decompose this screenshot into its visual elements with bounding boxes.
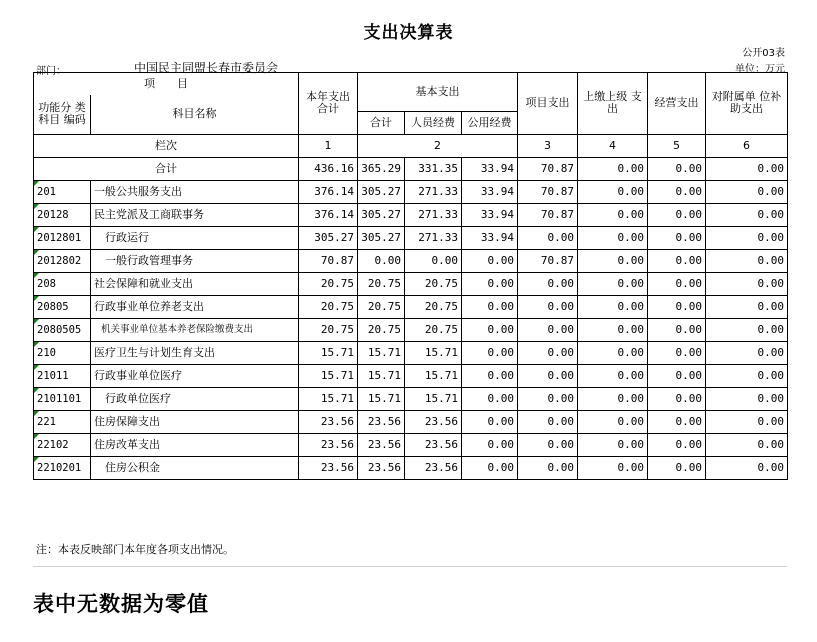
table-row <box>34 203 788 226</box>
table-row <box>34 364 788 387</box>
row-value: 0.00 <box>648 341 706 364</box>
row-value: 0.00 <box>578 318 648 341</box>
row-value: 20.75 <box>299 272 358 295</box>
row-value: 23.56 <box>299 410 358 433</box>
row-code: 20805 <box>34 295 91 318</box>
row-value: 23.56 <box>358 410 405 433</box>
row-value: 0.00 <box>358 249 405 272</box>
row-value: 0.00 <box>648 456 706 479</box>
row-value: 0.00 <box>518 272 578 295</box>
unit-label: 单位：万元 <box>735 64 785 75</box>
row-value: 15.71 <box>299 387 358 410</box>
row-value: 0.00 <box>648 203 706 226</box>
header-item: 项 目 <box>34 73 299 96</box>
header-basic-total: 合计 <box>358 111 405 134</box>
row-value: 271.33 <box>405 203 462 226</box>
row-name: 行政事业单位医疗 <box>91 364 299 387</box>
row-value: 0.00 <box>706 341 788 364</box>
row-value: 20.75 <box>299 318 358 341</box>
row-code: 2012802 <box>34 249 91 272</box>
row-value: 0.00 <box>648 180 706 203</box>
row-value: 0.00 <box>578 410 648 433</box>
table-row <box>34 226 788 249</box>
row-name: 社会保障和就业支出 <box>91 272 299 295</box>
row-code: 2101101 <box>34 387 91 410</box>
row-value: 0.00 <box>578 341 648 364</box>
header-operating: 经营支出 <box>648 73 706 135</box>
table-row <box>34 341 788 364</box>
row-value: 0.00 <box>648 226 706 249</box>
row-value: 15.71 <box>358 364 405 387</box>
col-num-5: 5 <box>648 134 706 157</box>
total-value: 70.87 <box>518 157 578 180</box>
row-value: 0.00 <box>518 295 578 318</box>
row-value: 0.00 <box>405 249 462 272</box>
row-value: 0.00 <box>462 387 518 410</box>
row-value: 0.00 <box>706 272 788 295</box>
row-code: 2080505 <box>34 318 91 341</box>
table-row <box>34 456 788 479</box>
table-row <box>34 249 788 272</box>
row-value: 15.71 <box>358 387 405 410</box>
row-code: 20128 <box>34 203 91 226</box>
row-value: 0.00 <box>462 341 518 364</box>
row-value: 0.00 <box>648 410 706 433</box>
row-value: 33.94 <box>462 226 518 249</box>
row-value: 33.94 <box>462 203 518 226</box>
row-value: 0.00 <box>518 318 578 341</box>
row-value: 0.00 <box>518 364 578 387</box>
row-value: 0.00 <box>578 433 648 456</box>
row-value: 0.00 <box>706 364 788 387</box>
total-value: 0.00 <box>578 157 648 180</box>
total-value: 33.94 <box>462 157 518 180</box>
row-value: 0.00 <box>462 456 518 479</box>
row-name: 一般行政管理事务 <box>91 249 299 272</box>
total-value: 0.00 <box>706 157 788 180</box>
row-code: 210 <box>34 341 91 364</box>
row-value: 23.56 <box>358 456 405 479</box>
total-row <box>34 157 788 180</box>
row-value: 70.87 <box>518 249 578 272</box>
row-value: 0.00 <box>518 433 578 456</box>
row-value: 0.00 <box>462 433 518 456</box>
row-value: 376.14 <box>299 180 358 203</box>
row-value: 0.00 <box>462 410 518 433</box>
row-value: 70.87 <box>518 180 578 203</box>
row-value: 0.00 <box>706 203 788 226</box>
row-value: 305.27 <box>358 203 405 226</box>
row-value: 0.00 <box>578 226 648 249</box>
row-name: 住房公积金 <box>91 456 299 479</box>
table-row <box>34 318 788 341</box>
header-subsidy: 对附属单 位补助支出 <box>706 73 788 135</box>
row-value: 23.56 <box>405 433 462 456</box>
row-name: 一般公共服务支出 <box>91 180 299 203</box>
row-value: 0.00 <box>706 295 788 318</box>
row-value: 15.71 <box>299 364 358 387</box>
col-num-1: 1 <box>299 134 358 157</box>
row-value: 0.00 <box>578 249 648 272</box>
row-value: 305.27 <box>358 226 405 249</box>
total-value: 0.00 <box>648 157 706 180</box>
total-value: 436.16 <box>299 157 358 180</box>
row-value: 0.00 <box>462 249 518 272</box>
table-row <box>34 410 788 433</box>
col-num-2: 2 <box>358 134 518 157</box>
row-value: 0.00 <box>648 249 706 272</box>
row-value: 20.75 <box>358 272 405 295</box>
row-value: 0.00 <box>648 295 706 318</box>
row-value: 0.00 <box>462 295 518 318</box>
row-name: 住房改革支出 <box>91 433 299 456</box>
row-code: 221 <box>34 410 91 433</box>
row-value: 23.56 <box>299 433 358 456</box>
row-name: 机关事业单位基本养老保险缴费支出 <box>91 318 299 341</box>
row-name: 民主党派及工商联事务 <box>91 203 299 226</box>
table-row <box>34 295 788 318</box>
header-lanci: 栏次 <box>34 134 299 157</box>
row-value: 0.00 <box>706 249 788 272</box>
header-basic-public: 公用经费 <box>462 111 518 134</box>
row-value: 70.87 <box>518 203 578 226</box>
row-value: 23.56 <box>358 433 405 456</box>
header-basic-personnel: 人员经费 <box>405 111 462 134</box>
row-value: 70.87 <box>299 249 358 272</box>
expenditure-table <box>33 72 788 480</box>
row-value: 33.94 <box>462 180 518 203</box>
table-row <box>34 433 788 456</box>
row-value: 271.33 <box>405 226 462 249</box>
zero-value-caption: 表中无数据为零值 <box>33 592 209 616</box>
row-value: 15.71 <box>299 341 358 364</box>
row-value: 20.75 <box>358 318 405 341</box>
row-value: 15.71 <box>358 341 405 364</box>
report-title: 支出决算表 <box>363 23 454 43</box>
row-name: 行政运行 <box>91 226 299 249</box>
row-value: 271.33 <box>405 180 462 203</box>
row-value: 15.71 <box>405 387 462 410</box>
row-value: 0.00 <box>518 387 578 410</box>
row-name: 行政事业单位养老支出 <box>91 295 299 318</box>
row-value: 0.00 <box>462 272 518 295</box>
col-num-3: 3 <box>518 134 578 157</box>
row-value: 0.00 <box>518 410 578 433</box>
row-value: 305.27 <box>358 180 405 203</box>
total-value: 331.35 <box>405 157 462 180</box>
row-value: 0.00 <box>648 387 706 410</box>
row-value: 0.00 <box>706 410 788 433</box>
row-value: 0.00 <box>518 226 578 249</box>
total-label: 合计 <box>34 157 299 180</box>
row-value: 0.00 <box>578 272 648 295</box>
row-value: 20.75 <box>405 272 462 295</box>
row-code: 208 <box>34 272 91 295</box>
row-value: 0.00 <box>578 387 648 410</box>
row-value: 0.00 <box>706 456 788 479</box>
row-value: 0.00 <box>518 456 578 479</box>
row-value: 0.00 <box>578 180 648 203</box>
row-value: 0.00 <box>518 341 578 364</box>
row-value: 20.75 <box>358 295 405 318</box>
row-value: 0.00 <box>648 272 706 295</box>
row-code: 2210201 <box>34 456 91 479</box>
table-row <box>34 272 788 295</box>
row-name: 行政单位医疗 <box>91 387 299 410</box>
row-value: 0.00 <box>706 387 788 410</box>
col-num-4: 4 <box>578 134 648 157</box>
row-value: 23.56 <box>405 410 462 433</box>
row-code: 21011 <box>34 364 91 387</box>
header-upper: 上缴上级 支出 <box>578 73 648 135</box>
row-code: 201 <box>34 180 91 203</box>
department-label: 部门： <box>36 66 66 77</box>
row-value: 20.75 <box>299 295 358 318</box>
row-value: 0.00 <box>578 364 648 387</box>
row-code: 2012801 <box>34 226 91 249</box>
header-subject-name: 科目名称 <box>91 95 299 134</box>
header-func-code: 功能分 类科目 编码 <box>34 95 91 134</box>
header-total: 本年支出 合计 <box>299 73 358 135</box>
col-num-6: 6 <box>706 134 788 157</box>
row-value: 0.00 <box>648 433 706 456</box>
table-row <box>34 180 788 203</box>
row-name: 医疗卫生与计划生育支出 <box>91 341 299 364</box>
row-name: 住房保障支出 <box>91 410 299 433</box>
table-row <box>34 387 788 410</box>
row-value: 0.00 <box>648 364 706 387</box>
header-basic: 基本支出 <box>358 73 518 112</box>
total-value: 365.29 <box>358 157 405 180</box>
row-value: 0.00 <box>578 203 648 226</box>
department-name: 中国民主同盟长春市委员会 <box>134 61 279 75</box>
row-value: 20.75 <box>405 318 462 341</box>
row-value: 305.27 <box>299 226 358 249</box>
row-value: 20.75 <box>405 295 462 318</box>
form-code: 公开03表 <box>742 48 785 59</box>
row-value: 0.00 <box>706 180 788 203</box>
row-value: 0.00 <box>578 295 648 318</box>
row-value: 23.56 <box>405 456 462 479</box>
row-value: 15.71 <box>405 341 462 364</box>
row-value: 376.14 <box>299 203 358 226</box>
row-code: 22102 <box>34 433 91 456</box>
row-value: 0.00 <box>648 318 706 341</box>
row-value: 0.00 <box>578 456 648 479</box>
row-value: 0.00 <box>462 364 518 387</box>
row-value: 0.00 <box>706 433 788 456</box>
row-value: 0.00 <box>706 318 788 341</box>
row-value: 15.71 <box>405 364 462 387</box>
row-value: 0.00 <box>706 226 788 249</box>
divider <box>33 566 787 567</box>
row-value: 23.56 <box>299 456 358 479</box>
table-note: 注：本表反映部门本年度各项支出情况。 <box>36 543 234 556</box>
header-project: 项目支出 <box>518 73 578 135</box>
row-value: 0.00 <box>462 318 518 341</box>
